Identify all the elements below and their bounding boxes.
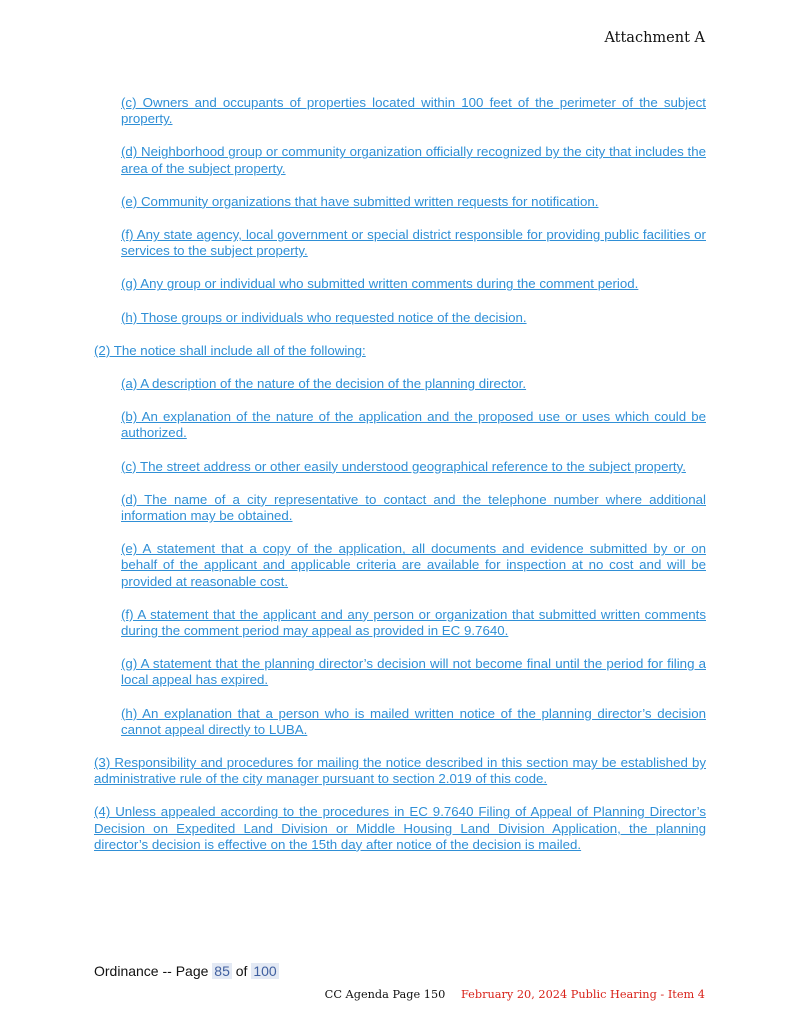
subsection-f-appeal: (f) A statement that the applicant and any person or organization that submitted written comments during the comment period may appeal as provided in EC 9.7640. xyxy=(121,606,706,639)
section-3-responsibility: (3) Responsibility and procedures for mailing the notice described in this section may be established by administrative rule of the city manager pursuant to section 2.019 of this code. xyxy=(94,755,706,787)
page-footer-ordinance xyxy=(94,963,279,979)
agenda-footer xyxy=(325,988,705,1001)
subsection-a-description: (a) A description of the nature of the decision of the planning director. xyxy=(121,376,527,392)
section-4-effective: (4) Unless appealed according to the procedures in EC 9.7640 Filing of Appeal of Planning Director’s Decision on Expedited Land Division or Middle Housing Land Division Application, the planning director’s decision is effective on the 15th day after notice of the decision is mailed. xyxy=(94,804,706,852)
current-page-number: 85 xyxy=(214,963,230,979)
subsection-h-requested: (h) Those groups or individuals who requested notice of the decision. xyxy=(121,309,527,325)
subsection-e-community: (e) Community organizations that have submitted written requests for notification. xyxy=(121,193,599,209)
subsection-c-address: (c) The street address or other easily understood geographical reference to the subject property. xyxy=(121,458,686,474)
subsection-g-group: (g) Any group or individual who submitted written comments during the comment period. xyxy=(121,276,639,292)
agenda-page: CC Agenda Page 150 xyxy=(324,988,446,1001)
subsection-g-final: (g) A statement that the planning director’s decision will not become final until the period for filing a local appeal has expired. xyxy=(121,656,706,688)
of-label: of xyxy=(235,963,248,979)
subsection-c-owners: (c) Owners and occupants of properties located within 100 feet of the perimeter of the subject property. xyxy=(121,95,706,127)
subsection-d-neighborhood: (d) Neighborhood group or community organization officially recognized by the city that includes the area of the subject property. xyxy=(121,144,706,176)
subsection-d-representative: (d) The name of a city representative to contact and the telephone number where additional information may be obtained. xyxy=(121,491,706,524)
subsection-e-statement: (e) A statement that a copy of the application, all documents and evidence submitted by or on behalf of the applicant and applicable criteria are available for inspection at no cost and will be provided at reasonable cost. xyxy=(121,541,706,589)
ordinance-page-label: Ordinance -- Page xyxy=(94,963,209,979)
total-pages: 100 xyxy=(253,963,277,979)
subsection-f-agency: (f) Any state agency, local government or special district responsible for providing public facilities or services to the subject property. xyxy=(121,227,706,259)
attachment-header: Attachment A xyxy=(604,30,705,46)
subsection-b-explanation: (b) An explanation of the nature of the application and the proposed use or uses which could be authorized. xyxy=(121,409,706,441)
subsection-h-luba: (h) An explanation that a person who is mailed written notice of the planning director’s decision cannot appeal directly to LUBA. xyxy=(121,705,706,737)
ordinance-body xyxy=(94,95,706,853)
section-2-notice: (2) The notice shall include all of the following: xyxy=(94,342,366,358)
hearing-info: February 20, 2024 Public Hearing - Item 4 xyxy=(460,988,705,1001)
